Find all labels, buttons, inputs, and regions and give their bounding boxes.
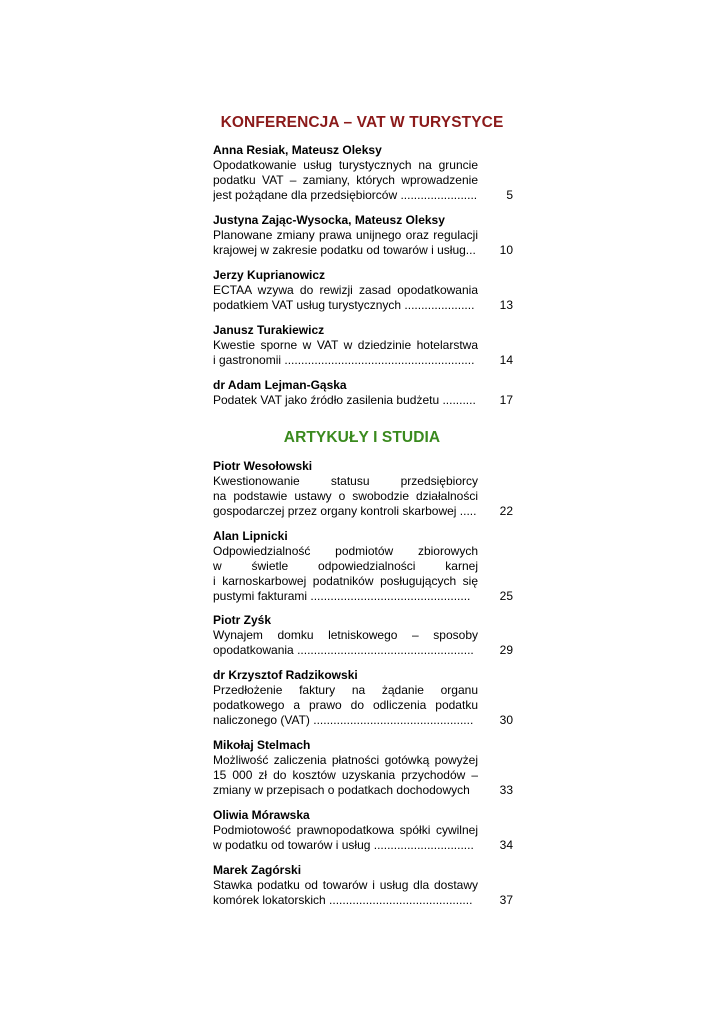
entry-page-number: 22: [499, 504, 513, 518]
entry-line: Podatek VAT jako źródło zasilenia budżetu ..........: [213, 393, 476, 407]
entry-author: Mikołaj Stelmach: [213, 738, 311, 752]
entry-page-number: 29: [499, 643, 513, 657]
entry-author: dr Adam Lejman-Gąska: [213, 378, 347, 392]
section-title-artykuly: ARTYKUŁY I STUDIA: [283, 429, 441, 446]
entry-line: Opodatkowanie usług turystycznych na gruncie: [213, 158, 478, 172]
section-title-konferencja: KONFERENCJA – VAT W TURYSTYCE: [220, 114, 504, 131]
entry-author: Marek Zagórski: [213, 863, 302, 877]
entry-line: i gastronomii .........................................................: [213, 353, 475, 367]
entry-line: na podstawie ustawy o swobodzie działalności: [213, 489, 478, 503]
entry-line: jest pożądane dla przedsiębiorców .......................: [213, 188, 478, 202]
toc-entry[interactable]: [213, 323, 513, 368]
toc-entry[interactable]: [213, 738, 513, 798]
entry-description: [213, 158, 478, 203]
entry-line: Stawka podatku od towarów i usług dla dostawy: [213, 878, 478, 892]
entry-line: podatkiem VAT usług turystycznych .....................: [213, 298, 475, 312]
entry-page-number: 5: [506, 188, 513, 202]
toc-entry[interactable]: [213, 668, 513, 728]
entry-description: [213, 823, 478, 853]
entry-line: naliczonego (VAT) ................................................: [213, 713, 474, 727]
entry-page-number: 17: [499, 393, 513, 407]
entry-line: pustymi fakturami ................................................: [213, 589, 471, 603]
entry-description: [213, 228, 478, 258]
entry-page-number: 30: [499, 713, 513, 727]
entry-description: [213, 878, 478, 908]
entry-page-number: 10: [499, 243, 513, 257]
entry-author: Anna Resiak, Mateusz Oleksy: [213, 143, 382, 157]
entry-page-number: 33: [499, 783, 513, 797]
entry-line: Planowane zmiany prawa unijnego oraz regulacji: [213, 228, 478, 242]
entry-line: Odpowiedzialność podmiotów zbiorowych: [213, 544, 478, 558]
entry-author: dr Krzysztof Radzikowski: [213, 668, 358, 682]
toc-entry[interactable]: [213, 529, 513, 604]
toc-entry[interactable]: [213, 143, 513, 203]
entry-author: Justyna Zając-Wysocka, Mateusz Oleksy: [213, 213, 445, 227]
entry-line: krajowej w zakresie podatku od towarów i usług...: [213, 243, 476, 257]
entry-line: podatkowego a prawo do odliczenia podatku: [213, 698, 478, 712]
toc-entry[interactable]: [213, 213, 513, 258]
entry-author: Jerzy Kuprianowicz: [213, 268, 326, 282]
entry-description: [213, 683, 478, 728]
entry-author: Piotr Zyśk: [213, 613, 272, 627]
entry-line: Przedłożenie faktury na żądanie organu: [213, 683, 478, 697]
toc-entry[interactable]: [213, 808, 513, 853]
entry-author: Oliwia Mórawska: [213, 808, 310, 822]
entry-line: 15 000 zł do kosztów uzyskania przychodów –: [213, 768, 478, 782]
entry-page-number: 34: [499, 838, 513, 852]
entry-page-number: 13: [499, 298, 513, 312]
entry-description: [213, 474, 478, 519]
toc-entry[interactable]: [213, 863, 513, 908]
entry-description: [213, 628, 478, 658]
entry-line: ECTAA wzywa do rewizji zasad opodatkowania: [213, 283, 478, 297]
entry-line: opodatkowania .....................................................: [213, 643, 474, 657]
toc-entry[interactable]: [213, 613, 513, 658]
entry-line: gospodarczej przez organy kontroli skarbowej .....: [213, 504, 477, 518]
entry-line: podatku VAT – zamiany, których wprowadzenie: [213, 173, 478, 187]
entry-line: Kwestionowanie statusu przedsiębiorcy: [213, 474, 478, 488]
entry-author: Piotr Wesołowski: [213, 459, 313, 473]
entry-line: Kwestie sporne w VAT w dziedzinie hotelarstwa: [213, 338, 478, 352]
entry-line: w podatku od towarów i usług ..............................: [213, 838, 474, 852]
toc-entry[interactable]: [213, 268, 513, 313]
entry-line: i karnoskarbowej podatników posługujących się: [213, 574, 478, 588]
entry-description: [213, 393, 478, 408]
entry-line: Możliwość zaliczenia płatności gotówką powyżej: [213, 753, 478, 767]
entry-line: w świetle odpowiedzialności karnej: [213, 559, 478, 573]
entry-page-number: 25: [499, 589, 513, 603]
entry-description: [213, 544, 478, 604]
toc-entry[interactable]: [213, 459, 513, 519]
entry-line: komórek lokatorskich ...........................................: [213, 893, 473, 907]
entry-description: [213, 753, 478, 798]
entry-line: Podmiotowość prawnopodatkowa spółki cywilnej: [213, 823, 478, 837]
entry-author: Alan Lipnicki: [213, 529, 288, 543]
entry-description: [213, 338, 478, 368]
entry-line: Wynajem domku letniskowego – sposoby: [213, 628, 478, 642]
toc-entry[interactable]: [213, 378, 513, 408]
entry-page-number: 37: [499, 893, 513, 907]
entry-description: [213, 283, 478, 313]
entry-author: Janusz Turakiewicz: [213, 323, 325, 337]
entry-line: zmiany w przepisach o podatkach dochodowych: [213, 783, 470, 797]
entry-page-number: 14: [499, 353, 513, 367]
